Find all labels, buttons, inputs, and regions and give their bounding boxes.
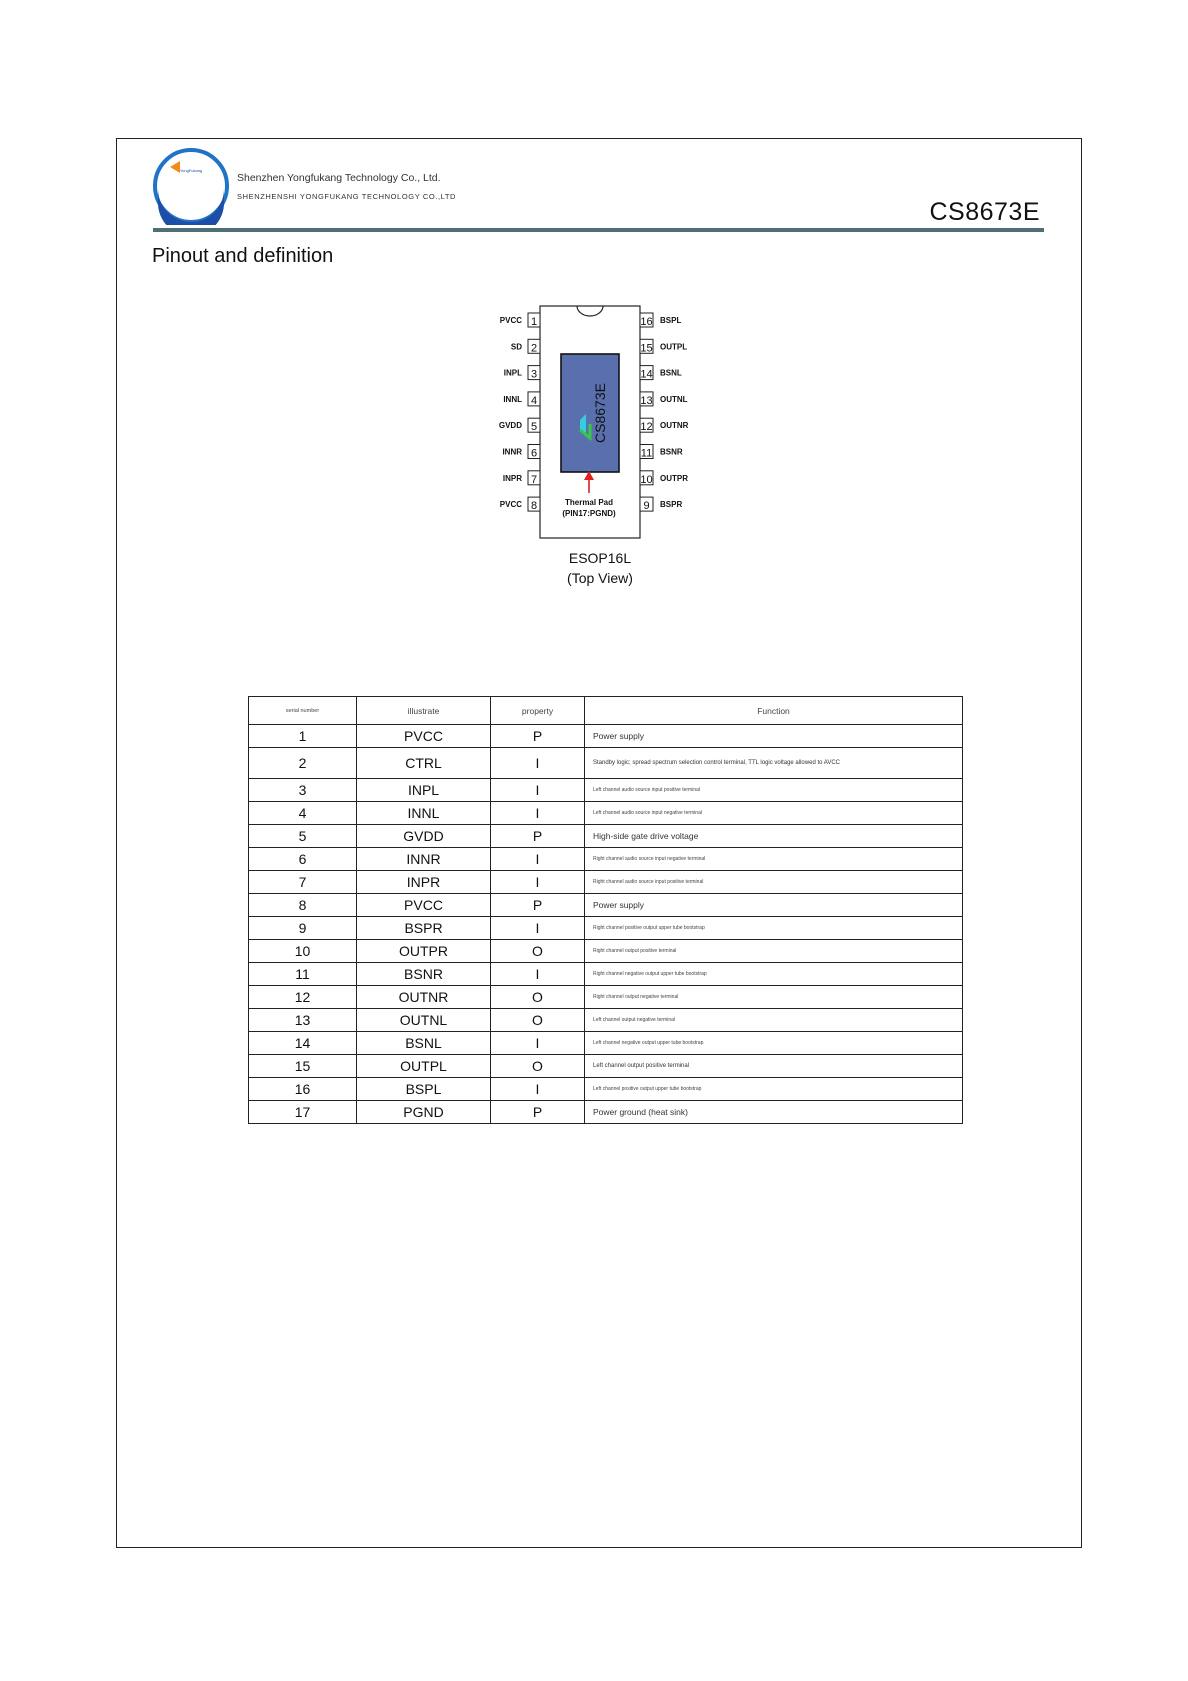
cell-illustrate: OUTNR (357, 986, 491, 1009)
table-row (249, 917, 963, 940)
cell-function: Left channel audio source input positive terminal (585, 779, 963, 802)
pin-number: 4 (530, 394, 538, 407)
table-row (249, 848, 963, 871)
thermal-pad (561, 354, 619, 472)
cell-function: Left channel negative output upper tube bootstrap (585, 1032, 963, 1055)
part-number: CS8673E (929, 198, 1040, 226)
pin-number: 15 (640, 342, 653, 355)
cell-function: Power supply (585, 725, 963, 748)
pin-name: OUTNL (660, 394, 688, 404)
cell-illustrate: BSNL (357, 1032, 491, 1055)
pin-7 (503, 471, 540, 486)
table-row (249, 825, 963, 848)
cell-property: I (491, 848, 585, 871)
header-illustrate: illustrate (357, 697, 491, 725)
cell-property: I (491, 871, 585, 894)
cell-function: Left channel positive output upper tube bootstrap (585, 1078, 963, 1101)
cell-serial-number: 3 (249, 779, 357, 802)
cell-function: Power ground (heat sink) (585, 1101, 963, 1124)
pin-name: BSNL (660, 368, 682, 378)
cell-property: I (491, 779, 585, 802)
cell-serial-number: 1 (249, 725, 357, 748)
pin-4 (503, 392, 540, 407)
table-row (249, 725, 963, 748)
pin-number: 5 (530, 421, 538, 434)
table-row (249, 986, 963, 1009)
cell-property: O (491, 940, 585, 963)
table-row (249, 963, 963, 986)
pin-definition-table (248, 696, 963, 1124)
package-name: ESOP16L (568, 550, 632, 566)
table-row (249, 1055, 963, 1078)
cell-illustrate: OUTNL (357, 1009, 491, 1032)
pin-number: 2 (530, 342, 538, 355)
cell-serial-number: 4 (249, 802, 357, 825)
cell-serial-number: 17 (249, 1101, 357, 1124)
cell-illustrate: INPL (357, 779, 491, 802)
cell-property: O (491, 986, 585, 1009)
cell-serial-number: 10 (249, 940, 357, 963)
cell-serial-number: 2 (249, 748, 357, 779)
cell-function: Standby logic; spread spectrum selection control terminal, TTL logic voltage allowed to AVCC (585, 748, 963, 779)
table-row (249, 894, 963, 917)
pin-15 (640, 339, 687, 354)
thermal-pad-pin-label: (PIN17:PGND) (562, 509, 616, 518)
pin-9 (640, 497, 682, 512)
cell-function: Right channel output negative terminal (585, 986, 963, 1009)
package-view: (Top View) (567, 570, 633, 586)
section-title: Pinout and definition (152, 245, 334, 267)
pin-name: BSPR (660, 500, 683, 510)
cell-property: P (491, 894, 585, 917)
pin-name: INPR (502, 473, 522, 483)
cell-function: Power supply (585, 894, 963, 917)
cell-illustrate: PGND (357, 1101, 491, 1124)
pin-5 (499, 418, 540, 433)
pin-number: 10 (640, 473, 653, 486)
pin-name: PVCC (499, 316, 522, 325)
pin-16 (640, 313, 681, 328)
cell-illustrate: INNL (357, 802, 491, 825)
cell-illustrate: PVCC (357, 894, 491, 917)
cell-serial-number: 11 (249, 963, 357, 986)
company-name: Shenzhen Yongfukang Technology Co., Ltd. (237, 172, 441, 184)
cell-function: Right channel output positive terminal (585, 940, 963, 963)
cell-property: I (491, 1032, 585, 1055)
cell-property: I (491, 802, 585, 825)
pin-1 (500, 313, 540, 328)
cell-function: High-side gate drive voltage (585, 825, 963, 848)
pin-name: INNR (502, 447, 522, 457)
pin-14 (640, 366, 682, 381)
table-row (249, 1078, 963, 1101)
cell-property: I (491, 1078, 585, 1101)
cell-property: P (491, 1101, 585, 1124)
cell-function: Right channel audio source input negative terminal (585, 848, 963, 871)
pin-number: 3 (530, 368, 538, 381)
pin-name: INPL (503, 368, 522, 378)
cell-function: Right channel negative output upper tube bootstrap (585, 963, 963, 986)
pin-name: OUTPL (660, 342, 688, 352)
pin-13 (640, 392, 688, 407)
cell-property: O (491, 1055, 585, 1078)
pin-number: 12 (640, 421, 653, 434)
pin-number: 13 (640, 394, 653, 407)
cell-serial-number: 16 (249, 1078, 357, 1101)
table-row (249, 871, 963, 894)
company-name-en: SHENZHENSHI YONGFUKANG TECHNOLOGY CO.,LTD (237, 192, 457, 201)
cell-illustrate: BSNR (357, 963, 491, 986)
pin-name: OUTNR (660, 421, 689, 431)
cell-serial-number: 8 (249, 894, 357, 917)
pin-name: PVCC (499, 500, 522, 510)
cell-illustrate: PVCC (357, 725, 491, 748)
table-row (249, 940, 963, 963)
table-row (249, 1032, 963, 1055)
pin-name: SD (510, 342, 522, 352)
cell-function: Right channel positive output upper tube bootstrap (585, 917, 963, 940)
cell-illustrate: BSPR (357, 917, 491, 940)
pinout-svg (440, 300, 760, 550)
pin-3 (504, 366, 540, 381)
table-row (249, 1009, 963, 1032)
pin-name: OUTPR (660, 473, 688, 483)
table-row (249, 802, 963, 825)
header-serial-number: serial number (249, 697, 357, 725)
pin-8 (500, 497, 540, 512)
table-row (249, 748, 963, 779)
pin-number: 14 (640, 368, 653, 381)
pin-name: BSPL (660, 316, 682, 325)
pinout-diagram (440, 300, 760, 600)
pin-number: 11 (640, 447, 653, 460)
pin-number: 6 (530, 447, 538, 460)
cell-serial-number: 6 (249, 848, 357, 871)
cell-illustrate: INNR (357, 848, 491, 871)
header-property: property (491, 697, 585, 725)
cell-serial-number: 13 (249, 1009, 357, 1032)
chip-label: CS8673E (592, 383, 608, 443)
pin-number: 8 (530, 500, 538, 513)
cell-illustrate: GVDD (357, 825, 491, 848)
cell-serial-number: 5 (249, 825, 357, 848)
cell-function: Left channel audio source input negative terminal (585, 802, 963, 825)
table-row (249, 779, 963, 802)
cell-serial-number: 14 (249, 1032, 357, 1055)
cell-function: Left channel output positive terminal (585, 1055, 963, 1078)
header-divider (153, 228, 1044, 232)
cell-illustrate: OUTPR (357, 940, 491, 963)
pin-number: 7 (530, 473, 538, 486)
cell-property: I (491, 748, 585, 779)
cell-property: P (491, 725, 585, 748)
table-header-row (249, 697, 963, 725)
pin-name: BSNR (660, 447, 683, 457)
pin-name: GVDD (498, 421, 522, 431)
cell-function: Left channel output negative terminal (585, 1009, 963, 1032)
company-logo (152, 147, 230, 225)
thermal-pad-label: Thermal Pad (564, 498, 614, 507)
table-row (249, 1101, 963, 1124)
cell-illustrate: CTRL (357, 748, 491, 779)
pin-name: INNL (503, 394, 522, 404)
logo-text: YongFukang (179, 168, 203, 173)
pin-6 (502, 445, 540, 460)
cell-serial-number: 12 (249, 986, 357, 1009)
cell-serial-number: 9 (249, 917, 357, 940)
cell-property: I (491, 917, 585, 940)
pin-11 (640, 445, 683, 460)
cell-property: I (491, 963, 585, 986)
cell-function: Right channel audio source input positive terminal (585, 871, 963, 894)
cell-illustrate: BSPL (357, 1078, 491, 1101)
pin-number: 16 (640, 316, 653, 328)
pin-number: 9 (643, 500, 650, 513)
cell-serial-number: 7 (249, 871, 357, 894)
cell-illustrate: INPR (357, 871, 491, 894)
header-function: Function (585, 697, 963, 725)
pin-12 (640, 418, 689, 433)
cell-serial-number: 15 (249, 1055, 357, 1078)
cell-property: O (491, 1009, 585, 1032)
pin-2 (511, 339, 540, 354)
cell-property: P (491, 825, 585, 848)
cell-illustrate: OUTPL (357, 1055, 491, 1078)
pin-number: 1 (530, 316, 538, 328)
pin-10 (640, 471, 688, 486)
